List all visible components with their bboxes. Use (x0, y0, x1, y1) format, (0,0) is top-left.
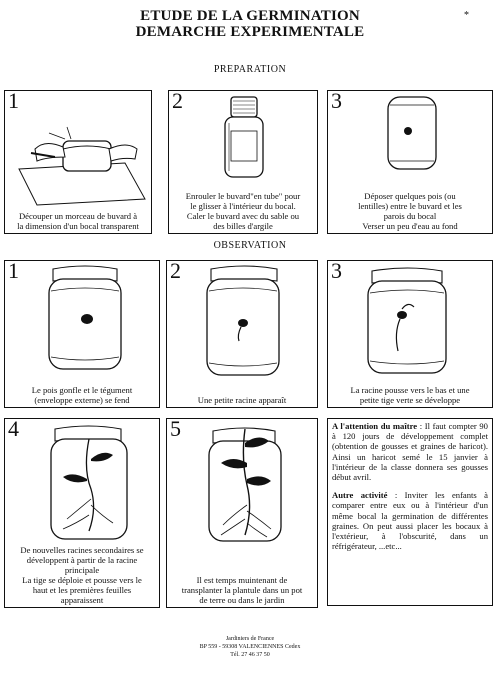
section-observation: OBSERVATION (213, 240, 287, 251)
page-subtitle: DEMARCHE EXPERIMENTALE (135, 24, 365, 40)
step-number: 1 (8, 88, 19, 113)
section-preparation: PREPARATION (213, 64, 287, 75)
step-number: 3 (331, 258, 342, 283)
step-number: 3 (331, 88, 342, 113)
step-number: 5 (170, 416, 181, 441)
caption: Déposer quelques pois (ou lentilles) entre le buvard et les parois du bocal Verser un peu d'eau au fond (358, 191, 462, 231)
corner-mark: * (464, 10, 469, 21)
teacher-note (332, 421, 488, 551)
obs-step-3 (327, 260, 493, 408)
caption: La racine pousse vers le bas et une petite tige verte se développe (350, 385, 470, 405)
footer-phone: Tél. 27 46 37 50 (230, 652, 270, 658)
root-appears-jar-illustration (167, 258, 319, 409)
caption: Découper un morceau de buvard à la dimension d'un bocal transparent (17, 211, 139, 231)
obs-step-2 (166, 260, 318, 408)
prep-step-3 (327, 90, 493, 234)
prep-step-1 (4, 90, 152, 234)
obs-step-1 (4, 260, 160, 408)
footer-org: Jardiniers de France (225, 636, 275, 642)
step-number: 1 (8, 258, 19, 283)
obs-step-4 (4, 418, 160, 608)
step-number: 2 (172, 88, 183, 113)
page-title: ETUDE DE LA GERMINATION (140, 8, 360, 24)
activity-text: : Inviter les enfants à comparer entre eux ou à l'intérieur d'un même bocal la germination de différentes graines. On peut aussi placer les bocaux à l'extérieur, à l'obscurité, dans un réfrigérateur, ...etc... (332, 490, 488, 552)
step-number: 4 (8, 416, 19, 441)
step-number: 2 (170, 258, 181, 283)
prep-step-2 (168, 90, 318, 234)
caption: Enrouler le buvard"en tube" pour le glisser à l'intérieur du bocal. Caler le buvard avec du sable ou des billes d'argile (185, 191, 301, 231)
caption: Le pois gonfle et le tégument (enveloppe externe) se fend (31, 385, 133, 405)
caption: De nouvelles racines secondaires se développent à partir de la racine principale La tige se déploie et pousse vers le haut et les premières feuilles apparaissent (20, 545, 144, 605)
teacher-note-box (327, 418, 493, 606)
activity-heading: Autre activité (332, 490, 388, 501)
obs-step-5 (166, 418, 318, 608)
footer-address: BP 559 - 59308 VALENCIENNES Cedex (199, 644, 301, 650)
teacher-note-text: : Il faut compter 90 à 120 jours de développement complet (obtention de gousses et graines de haricot). Ainsi un haricot semé le 15 janvier à l'intérieur de la classe donnera ses gousses début avril. (332, 421, 488, 483)
teacher-note-heading: A l'attention du maître (332, 421, 418, 431)
caption: Il est temps muintenant de transplanter la plantule dans un pot de terre ou dans le jardin (181, 575, 303, 605)
caption: Une petite racine apparaît (197, 395, 287, 405)
